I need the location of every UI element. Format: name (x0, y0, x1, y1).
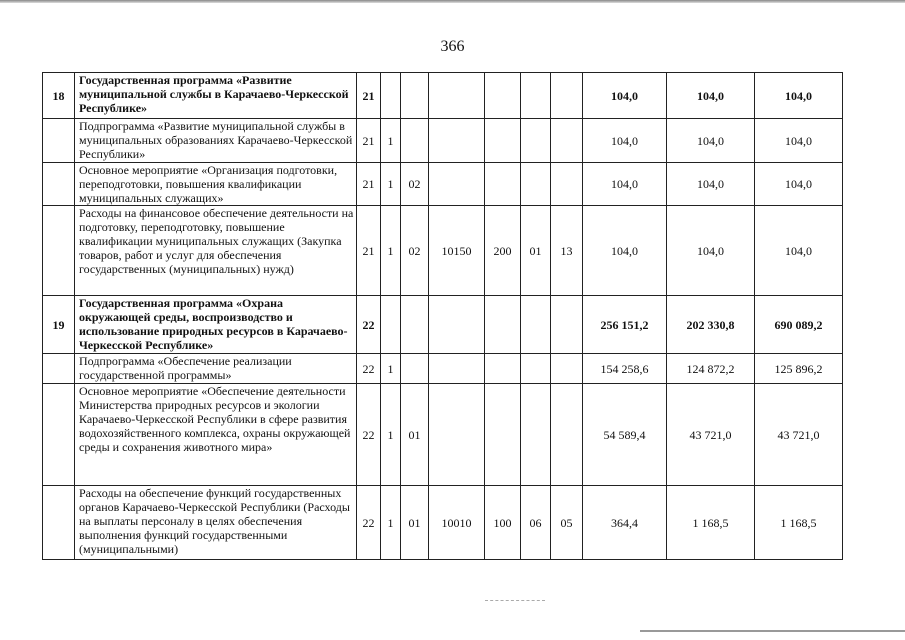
amount-year3-cell: 125 896,2 (755, 354, 843, 384)
code-om-cell (401, 296, 429, 354)
page-number: 366 (440, 38, 465, 55)
code-pr-cell: 13 (551, 206, 583, 296)
row-number-cell: 19 (43, 296, 75, 354)
table-row (43, 163, 843, 206)
code-gp-cell: 21 (357, 73, 381, 119)
code-om-cell (401, 119, 429, 163)
code-pr-cell (551, 119, 583, 163)
code-om-cell: 01 (401, 384, 429, 486)
code-pr-cell (551, 296, 583, 354)
row-name-cell: Расходы на обеспечение функций государственных органов Карачаево-Черкесской Республики (Расходы на выплаты персоналу в целях обеспечения выполнения функций государственными (муниципальными) (75, 486, 357, 560)
code-direction-cell (429, 384, 485, 486)
amount-year3-cell: 104,0 (755, 73, 843, 119)
code-direction-cell (429, 296, 485, 354)
code-pr-cell: 05 (551, 486, 583, 560)
code-direction-cell (429, 73, 485, 119)
code-direction-cell: 10010 (429, 486, 485, 560)
row-number-cell (43, 486, 75, 560)
row-number-cell: 18 (43, 73, 75, 119)
code-rz-cell (521, 119, 551, 163)
code-gp-cell: 22 (357, 296, 381, 354)
amount-year2-cell: 104,0 (667, 73, 755, 119)
code-direction-cell (429, 354, 485, 384)
row-number-cell (43, 384, 75, 486)
table-row (43, 206, 843, 296)
code-vr-cell: 100 (485, 486, 521, 560)
code-pp-cell: 1 (381, 354, 401, 384)
table-row (43, 354, 843, 384)
code-pr-cell (551, 384, 583, 486)
row-number-cell (43, 163, 75, 206)
code-vr-cell (485, 163, 521, 206)
code-gp-cell: 21 (357, 163, 381, 206)
amount-year3-cell: 1 168,5 (755, 486, 843, 560)
row-number-cell (43, 354, 75, 384)
amount-year1-cell: 104,0 (583, 163, 667, 206)
amount-year2-cell: 43 721,0 (667, 384, 755, 486)
amount-year3-cell: 104,0 (755, 163, 843, 206)
table-row (43, 486, 843, 560)
row-name-cell: Подпрограмма «Развитие муниципальной службы в муниципальных образованиях Карачаево-Черкесской Республики» (75, 119, 357, 163)
code-rz-cell (521, 296, 551, 354)
row-name-cell: Основное мероприятие «Обеспечение деятельности Министерства природных ресурсов и экологии Карачаево-Черкесской Республики в сфере развития водохозяйственного комплекса, охраны окружающей среды и сохранения животного мира» (75, 384, 357, 486)
code-pp-cell: 1 (381, 486, 401, 560)
table-row (43, 296, 843, 354)
amount-year2-cell: 104,0 (667, 119, 755, 163)
code-vr-cell (485, 119, 521, 163)
code-pp-cell: 1 (381, 206, 401, 296)
code-pr-cell (551, 354, 583, 384)
code-om-cell: 01 (401, 486, 429, 560)
code-om-cell (401, 354, 429, 384)
code-rz-cell (521, 384, 551, 486)
scan-edge-bottom (640, 630, 905, 632)
amount-year1-cell: 104,0 (583, 73, 667, 119)
row-number-cell (43, 119, 75, 163)
amount-year1-cell: 54 589,4 (583, 384, 667, 486)
amount-year1-cell: 104,0 (583, 119, 667, 163)
amount-year1-cell: 104,0 (583, 206, 667, 296)
amount-year3-cell: 690 089,2 (755, 296, 843, 354)
code-pp-cell: 1 (381, 163, 401, 206)
amount-year1-cell: 364,4 (583, 486, 667, 560)
code-rz-cell (521, 73, 551, 119)
row-name-cell: Расходы на финансовое обеспечение деятельности на подготовку, переподготовку, повышение квалификации муниципальных служащих (Закупка товаров, работ и услуг для обеспечения государственных (муниципальных) нужд) (75, 206, 357, 296)
code-vr-cell (485, 296, 521, 354)
code-pp-cell (381, 73, 401, 119)
code-pp-cell: 1 (381, 119, 401, 163)
code-direction-cell (429, 119, 485, 163)
code-vr-cell: 200 (485, 206, 521, 296)
code-vr-cell (485, 384, 521, 486)
code-pr-cell (551, 73, 583, 119)
code-rz-cell (521, 354, 551, 384)
code-pp-cell: 1 (381, 384, 401, 486)
budget-table (42, 72, 843, 560)
amount-year3-cell: 43 721,0 (755, 384, 843, 486)
amount-year1-cell: 256 151,2 (583, 296, 667, 354)
scan-edge-top (0, 0, 905, 3)
code-pp-cell (381, 296, 401, 354)
amount-year1-cell: 154 258,6 (583, 354, 667, 384)
code-gp-cell: 22 (357, 384, 381, 486)
table-row (43, 384, 843, 486)
code-gp-cell: 21 (357, 119, 381, 163)
amount-year3-cell: 104,0 (755, 206, 843, 296)
row-number-cell (43, 206, 75, 296)
row-name-cell: Основное мероприятие «Организация подготовки, переподготовки, повышения квалификации муниципальных служащих» (75, 163, 357, 206)
code-gp-cell: 22 (357, 486, 381, 560)
code-om-cell: 02 (401, 163, 429, 206)
table-row (43, 119, 843, 163)
amount-year2-cell: 104,0 (667, 163, 755, 206)
amount-year2-cell: 104,0 (667, 206, 755, 296)
code-pr-cell (551, 163, 583, 206)
row-name-cell: Подпрограмма «Обеспечение реализации государственной программы» (75, 354, 357, 384)
code-vr-cell (485, 354, 521, 384)
table-row (43, 73, 843, 119)
code-direction-cell (429, 163, 485, 206)
code-rz-cell (521, 163, 551, 206)
code-om-cell (401, 73, 429, 119)
code-rz-cell: 01 (521, 206, 551, 296)
row-name-cell: Государственная программа «Развитие муниципальной службы в Карачаево-Черкесской Республике» (75, 73, 357, 119)
amount-year2-cell: 124 872,2 (667, 354, 755, 384)
code-direction-cell: 10150 (429, 206, 485, 296)
code-rz-cell: 06 (521, 486, 551, 560)
code-gp-cell: 22 (357, 354, 381, 384)
row-name-cell: Государственная программа «Охрана окружающей среды, воспроизводство и использование природных ресурсов в Карачаево-Черкесской Республике» (75, 296, 357, 354)
code-om-cell: 02 (401, 206, 429, 296)
code-vr-cell (485, 73, 521, 119)
scan-mark (485, 600, 545, 602)
amount-year2-cell: 202 330,8 (667, 296, 755, 354)
code-gp-cell: 21 (357, 206, 381, 296)
amount-year2-cell: 1 168,5 (667, 486, 755, 560)
amount-year3-cell: 104,0 (755, 119, 843, 163)
